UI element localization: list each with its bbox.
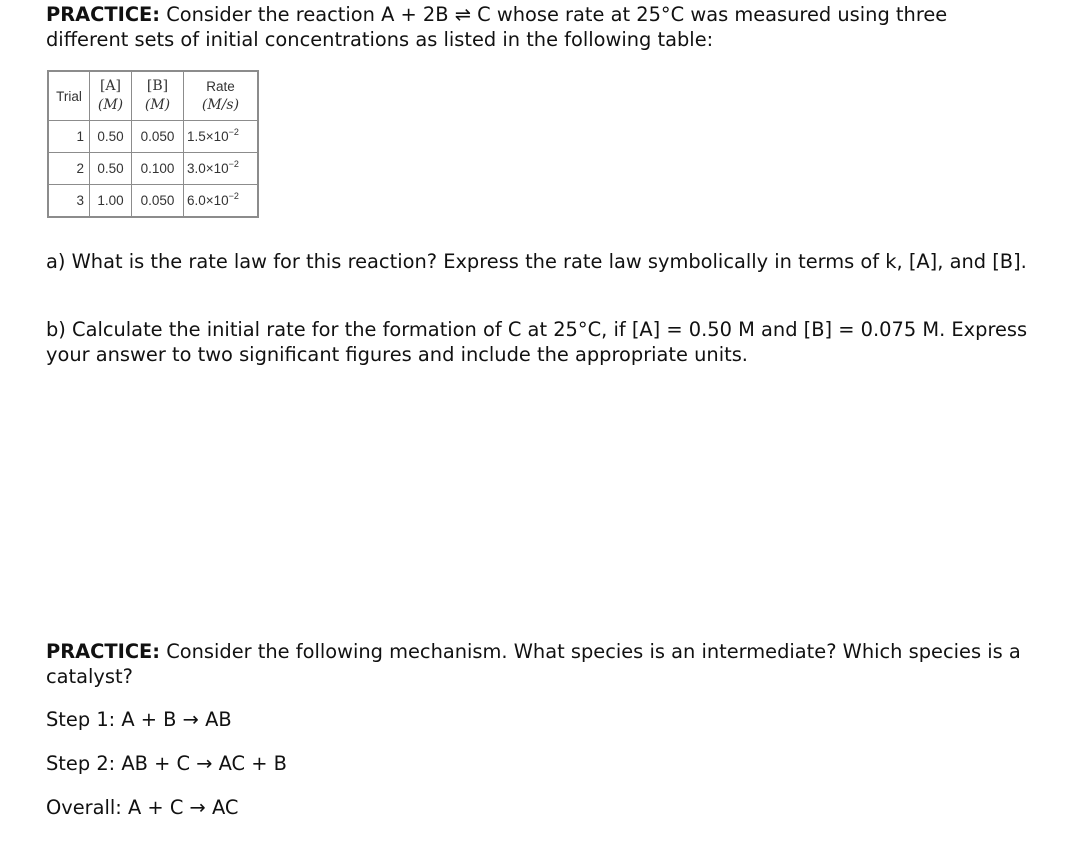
cell-b: 0.050 [132,121,184,153]
cell-a: 1.00 [90,185,132,218]
header-rate-unit: (M/s) [201,97,240,113]
table-header-row [48,71,258,121]
cell-trial: 2 [48,153,90,185]
header-trial: Trial [48,71,90,121]
cell-b: 0.100 [132,153,184,185]
cell-trial: 1 [48,121,90,153]
rate-exponent: −2 [228,127,239,137]
cell-rate [184,185,259,218]
cell-b: 0.050 [132,185,184,218]
table-row [48,153,258,185]
header-b-label: [B] [146,78,169,94]
header-a [90,71,132,121]
question-b: b) Calculate the initial rate for the formation of C at 25°C, if [A] = 0.50 M and [B] = 0.075 M. Express your answer to two significant figures and include the appropriate units. [46,318,1028,366]
rate-base: 1.5×10 [187,129,229,144]
mechanism-step-2: Step 2: AB + C → AC + B [46,752,287,775]
header-b-unit: (M) [144,97,171,113]
practice-1-paragraph [46,2,1031,52]
practice-2-label: PRACTICE: [46,640,161,663]
cell-rate [184,153,259,185]
header-rate-label: Rate [206,79,235,94]
cell-rate [184,121,259,153]
header-a-label: [A] [99,78,122,94]
cell-trial: 3 [48,185,90,218]
rate-data-table [47,70,259,218]
question-a: a) What is the rate law for this reaction? Express the rate law symbolically in terms of k, [A], and [B]. [46,250,1027,273]
rate-base: 3.0×10 [187,161,229,176]
cell-a: 0.50 [90,153,132,185]
practice-1-text: Consider the reaction A + 2B ⇌ C whose rate at 25°C was measured using three different sets of initial concentrations as listed in the following table: [46,3,948,51]
rate-exponent: −2 [228,159,239,169]
cell-a: 0.50 [90,121,132,153]
practice-2-paragraph [46,639,1031,689]
header-rate [184,71,259,121]
rate-base: 6.0×10 [187,193,229,208]
practice-2-text: Consider the following mechanism. What species is an intermediate? Which species is a catalyst? [46,640,1021,688]
table-row [48,121,258,153]
header-b [132,71,184,121]
practice-1-label: PRACTICE: [46,3,161,26]
header-a-unit: (M) [97,97,124,113]
rate-exponent: −2 [228,191,239,201]
mechanism-overall: Overall: A + C → AC [46,796,239,819]
table-row [48,185,258,218]
mechanism-step-1: Step 1: A + B → AB [46,708,232,731]
